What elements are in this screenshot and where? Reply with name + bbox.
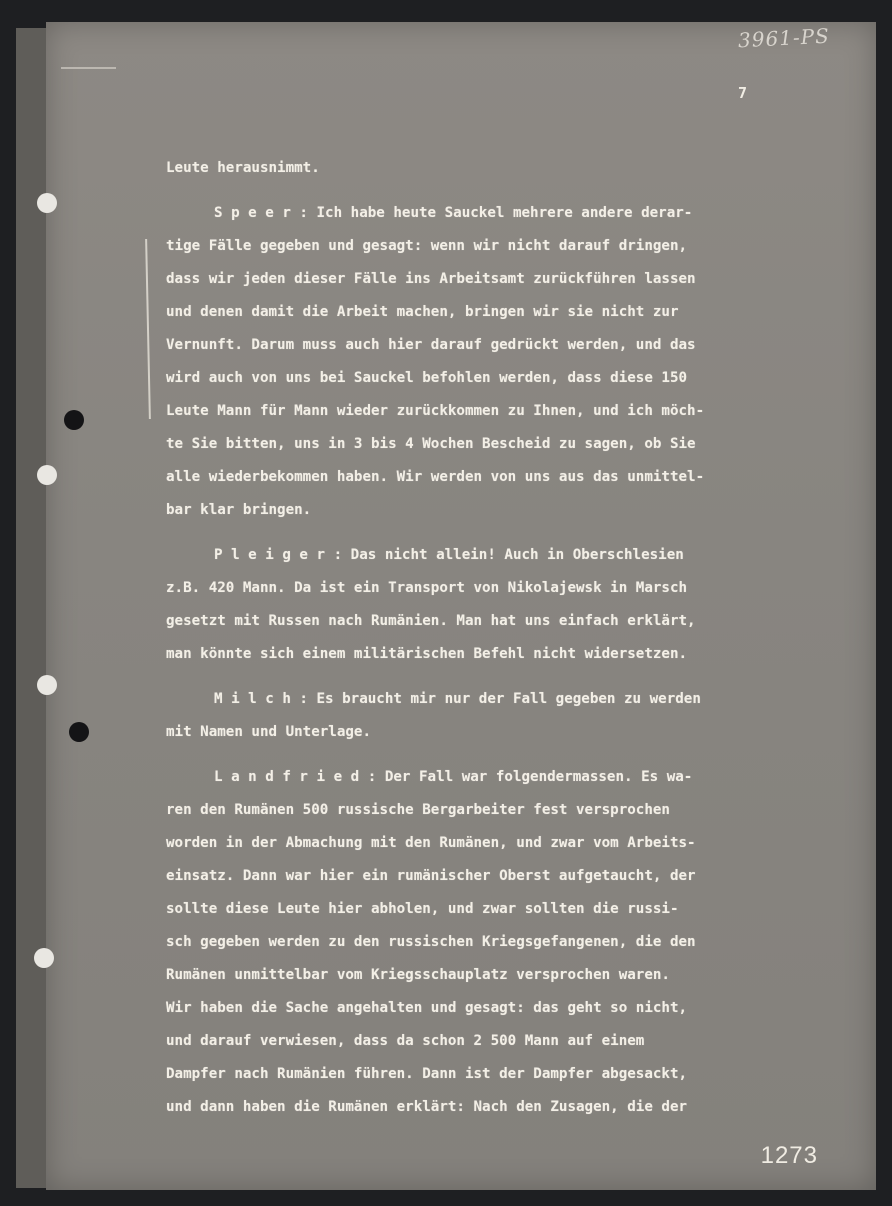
archive-stamp-number: 1273 — [760, 1142, 818, 1169]
paragraph-landfried — [166, 761, 816, 1124]
text-line: bar klar bringen. — [166, 502, 312, 518]
paragraph-0 — [166, 152, 816, 185]
text-line: dass wir jeden dieser Fälle ins Arbeitsamt zurückführen lassen — [166, 271, 696, 287]
text-line: und dann haben die Rumänen erklärt: Nach den Zusagen, die der — [166, 1099, 688, 1115]
text-line: S p e e r : Ich habe heute Sauckel mehrere andere derar- — [214, 205, 693, 221]
margin-dash — [61, 67, 116, 69]
paragraph-speer — [166, 197, 816, 527]
punch-hole — [37, 193, 57, 213]
document-page — [46, 22, 876, 1190]
text-line: und darauf verwiesen, dass da schon 2 500 Mann auf einem — [166, 1033, 645, 1049]
text-line: L a n d f r i e d : Der Fall war folgendermassen. Es wa- — [214, 769, 693, 785]
text-line: Rumänen unmittelbar vom Kriegsschauplatz versprochen waren. — [166, 967, 670, 983]
text-line: Vernunft. Darum muss auch hier darauf gedrückt werden, und das — [166, 337, 696, 353]
document-body — [166, 152, 816, 1124]
archive-number: 3961-PS — [737, 23, 831, 53]
text-line: te Sie bitten, uns in 3 bis 4 Wochen Bescheid zu sagen, ob Sie — [166, 436, 696, 452]
text-line: Dampfer nach Rumänien führen. Dann ist der Dampfer abgesackt, — [166, 1066, 688, 1082]
text-line: und denen damit die Arbeit machen, bringen wir sie nicht zur — [166, 304, 679, 320]
punch-hole — [37, 675, 57, 695]
text-line: ren den Rumänen 500 russische Bergarbeiter fest versprochen — [166, 802, 670, 818]
text-line: gesetzt mit Russen nach Rumänien. Man hat uns einfach erklärt, — [166, 613, 696, 629]
paragraph-pleiger — [166, 539, 816, 671]
text-line: P l e i g e r : Das nicht allein! Auch in Oberschlesien — [214, 547, 684, 563]
paragraph-milch — [166, 683, 816, 749]
punch-hole — [37, 465, 57, 485]
text-line: man könnte sich einem militärischen Befehl nicht widersetzen. — [166, 646, 688, 662]
text-line: einsatz. Dann war hier ein rumänischer Oberst aufgetaucht, der — [166, 868, 696, 884]
text-line: sollte diese Leute hier abholen, und zwar sollten die russi- — [166, 901, 679, 917]
text-line: wird auch von uns bei Sauckel befohlen werden, dass diese 150 — [166, 370, 688, 386]
text-line: z.B. 420 Mann. Da ist ein Transport von Nikolajewsk in Marsch — [166, 580, 688, 596]
text-line: M i l c h : Es braucht mir nur der Fall gegeben zu werden — [214, 691, 701, 707]
text-line: Leute herausnimmt. — [166, 160, 320, 176]
punch-hole — [34, 948, 54, 968]
margin-annotation-line — [145, 239, 151, 419]
text-line: sch gegeben werden zu den russischen Kriegsgefangenen, die den — [166, 934, 696, 950]
text-line: tige Fälle gegeben und gesagt: wenn wir nicht darauf dringen, — [166, 238, 688, 254]
text-line: worden in der Abmachung mit den Rumänen, und zwar vom Arbeits- — [166, 835, 696, 851]
text-line: alle wiederbekommen haben. Wir werden von uns aus das unmittel- — [166, 469, 705, 485]
punch-hole — [69, 722, 89, 742]
text-line: Leute Mann für Mann wieder zurückkommen zu Ihnen, und ich möch- — [166, 403, 705, 419]
punch-hole — [64, 410, 84, 430]
text-line: mit Namen und Unterlage. — [166, 724, 371, 740]
page-number: 7 — [738, 84, 748, 102]
text-line: Wir haben die Sache angehalten und gesagt: das geht so nicht, — [166, 1000, 688, 1016]
